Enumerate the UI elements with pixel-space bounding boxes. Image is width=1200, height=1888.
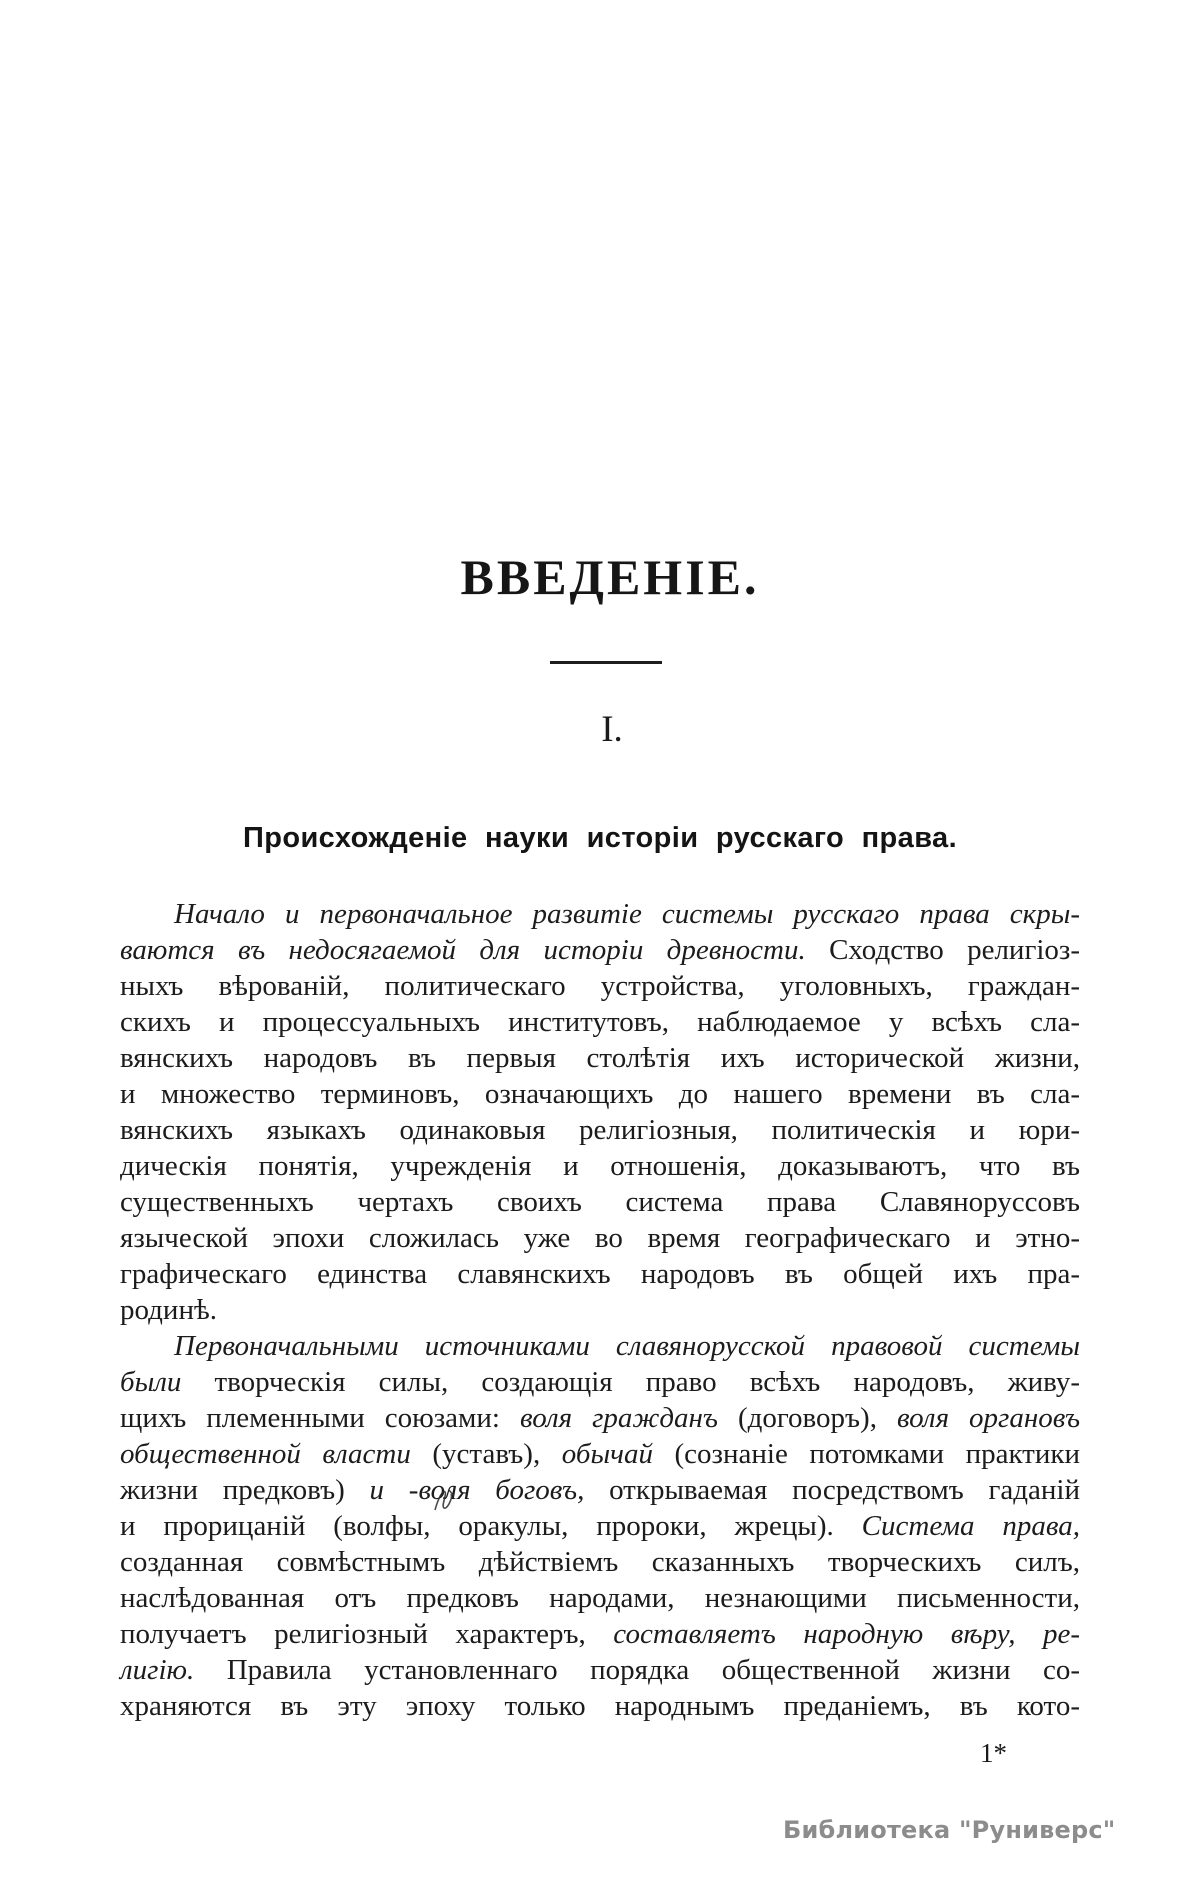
text-line <box>120 1472 1080 1508</box>
text-line <box>120 1148 1080 1184</box>
printer-signature-mark: 1* <box>980 1738 1007 1768</box>
text-line <box>120 932 1080 968</box>
roman-segment: жизни предковъ) <box>120 1474 370 1506</box>
roman-segment: (сознаніе потомками практики <box>652 1438 1080 1470</box>
italic-segment: Первоначальными источниками славянорусской правовой системы <box>174 1330 1080 1362</box>
text-line <box>120 1040 1080 1076</box>
text-line <box>120 1328 1080 1364</box>
text-line <box>120 1256 1080 1292</box>
italic-segment: составляетъ народную вѣру, ре- <box>613 1618 1080 1650</box>
roman-segment: скихъ и процессуальныхъ институтовъ, наблюдаемое у всѣхъ сла- <box>120 1006 1080 1038</box>
roman-segment: щихъ племенными союзами: <box>120 1402 520 1434</box>
roman-segment: храняются въ эту эпоху только народнымъ преданіемъ, въ кото- <box>120 1690 1080 1722</box>
roman-segment: вянскихъ народовъ въ первыя столѣтія ихъ исторической жизни, <box>120 1042 1080 1074</box>
roman-segment: и прорицаній (волфы, оракулы, пророки, жрецы). <box>120 1510 862 1542</box>
italic-segment: обычай <box>561 1438 653 1470</box>
text-line <box>120 1112 1080 1148</box>
roman-segment: открываемая посредствомъ гаданій <box>584 1474 1081 1506</box>
italic-segment: воля органовъ <box>896 1402 1081 1434</box>
roman-segment: (уставъ), <box>410 1438 562 1470</box>
italic-segment: общественной власти <box>120 1438 411 1470</box>
library-watermark: Библиотека "Руниверс" <box>783 1816 1116 1844</box>
chapter-title: ВВЕДЕНІЕ. <box>460 549 760 605</box>
italic-segment: лигію. <box>120 1654 195 1686</box>
text-line <box>120 1580 1080 1616</box>
text-line <box>120 1616 1080 1652</box>
text-line <box>120 968 1080 1004</box>
text-line <box>120 1076 1080 1112</box>
text-line <box>120 1400 1080 1436</box>
text-line <box>120 1652 1080 1688</box>
roman-segment: наслѣдованная отъ предковъ народами, незнающими письменности, <box>120 1582 1080 1614</box>
italic-segment: воля гражданъ <box>519 1402 718 1434</box>
italic-segment: и -воля боговъ, <box>369 1474 585 1506</box>
roman-segment: языческой эпохи сложилась уже во время географическаго и этно- <box>120 1222 1080 1254</box>
roman-segment: родинѣ. <box>120 1294 217 1326</box>
text-line <box>120 1508 1080 1544</box>
text-line <box>120 896 1080 932</box>
italic-segment: Начало и первоначальное развитіе системы русскаго права скры- <box>174 898 1080 930</box>
body-text <box>120 896 1080 1724</box>
roman-segment: Сходство религіоз- <box>805 934 1081 966</box>
italic-segment: Система права, <box>861 1510 1080 1542</box>
text-line <box>120 1544 1080 1580</box>
roman-segment: вянскихъ языкахъ одинаковыя религіозныя, политическія и юри- <box>120 1114 1080 1146</box>
text-line <box>120 1688 1080 1724</box>
text-line <box>120 1436 1080 1472</box>
section-heading: Происхожденіе науки исторіи русскаго права. <box>242 822 958 854</box>
roman-segment: ныхъ вѣрованій, политическаго устройства, уголовныхъ, граждан- <box>120 970 1080 1002</box>
roman-segment: существенныхъ чертахъ своихъ система права Славяноруссовъ <box>120 1186 1080 1218</box>
roman-segment: (договоръ), <box>717 1402 897 1434</box>
text-line <box>120 1004 1080 1040</box>
text-line <box>120 1364 1080 1400</box>
roman-segment: графическаго единства славянскихъ народовъ въ общей ихъ пра- <box>120 1258 1080 1290</box>
italic-segment: были <box>120 1366 182 1398</box>
roman-segment: Правила установленнаго порядка общественной жизни со- <box>194 1654 1080 1686</box>
italic-segment: ваются въ недосягаемой для исторіи древности. <box>120 934 806 966</box>
title-divider-rule <box>550 661 662 664</box>
roman-segment: и множество терминовъ, означающихъ до нашего времени въ сла- <box>120 1078 1080 1110</box>
section-number: I. <box>601 709 623 750</box>
text-line <box>120 1184 1080 1220</box>
roman-segment: творческія силы, создающія право всѣхъ народовъ, живу- <box>181 1366 1080 1398</box>
text-line <box>120 1220 1080 1256</box>
roman-segment: получаетъ религіозный характеръ, <box>120 1618 614 1650</box>
roman-segment: дическія понятія, учрежденія и отношенія, доказываютъ, что въ <box>120 1150 1080 1182</box>
roman-segment: созданная совмѣстнымъ дѣйствіемъ сказанныхъ творческихъ силъ, <box>120 1546 1080 1578</box>
